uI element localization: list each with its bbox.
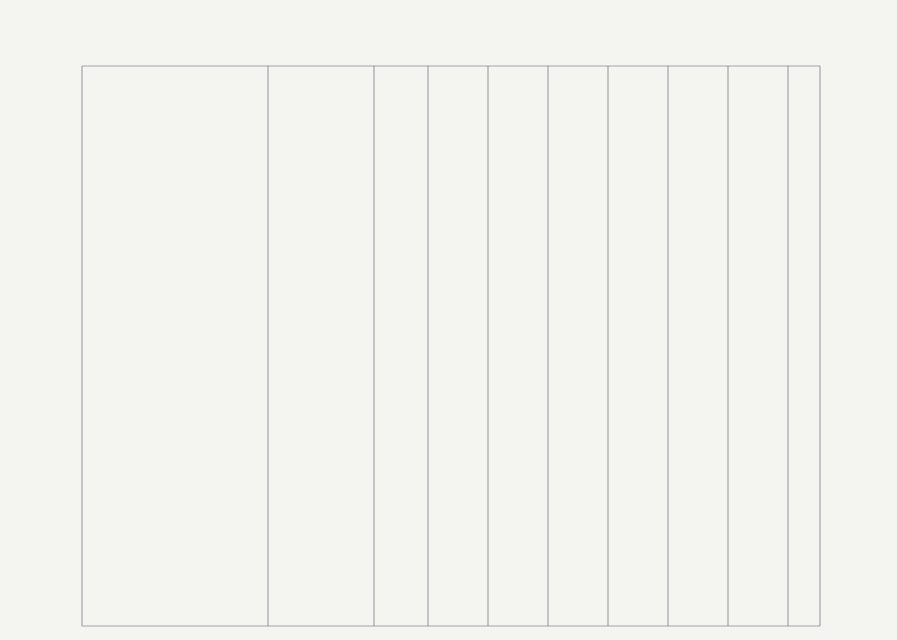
table-column-lines	[82, 66, 820, 626]
